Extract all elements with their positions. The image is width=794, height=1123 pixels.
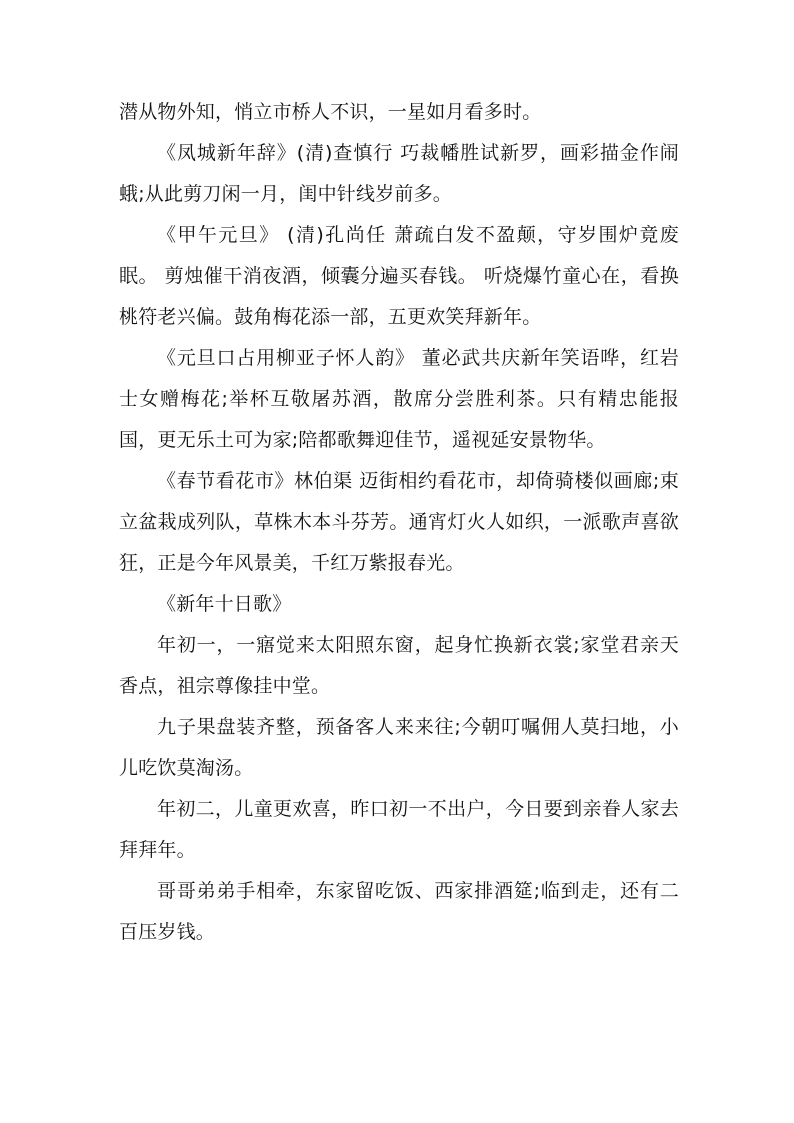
paragraph-brothers: 哥哥弟弟手相牵，东家留吃饭、西家排酒筵;临到走，还有二百压岁钱。 [119,880,679,943]
document-body [119,92,679,953]
paragraph-xinnian-shiri-title: 《新年十日歌》 [157,593,292,615]
paragraph-poem-ending: 潜从物外知，悄立市桥人不识，一星如月看多时。 [119,101,542,123]
paragraph-yuandan-kouzhan: 《元旦口占用柳亚子怀人韵》 董必武共庆新年笑语哗，红岩士女赠梅花;举杯互敬屠苏酒，散席分尝胜利茶。只有精忠能报国，更无乐土可为家;陪都歌舞迎佳节，遥视延安景物华。 [119,347,679,451]
paragraph-day-one: 年初一，一寤觉来太阳照东窗，起身忙换新衣裳;家堂君亲天香点，祖宗尊像挂中堂。 [119,634,679,697]
paragraph-day-two: 年初二，儿童更欢喜，昨口初一不出户，今日要到亲眷人家去拜拜年。 [119,798,679,861]
paragraph-fruit-plate: 九子果盘装齐整，预备客人来来往;今朝叮嘱佣人莫扫地，小儿吃饮莫淘汤。 [119,716,679,779]
paragraph-chunjie-huashi: 《春节看花市》林伯渠 迈街相约看花市，却倚骑楼似画廊;束立盆栽成列队，草株木本斗芬芳。通宵灯火人如织，一派歌声喜欲狂，正是今年风景美，千红万紫报春光。 [119,470,679,574]
paragraph-jiawu-yuandan: 《甲午元旦》 (清)孔尚任 萧疏白发不盈颠，守岁围炉竟废眠。 剪烛催干消夜酒，倾囊分遍买春钱。 听烧爆竹童心在，看换桃符老兴偏。鼓角梅花添一部，五更欢笑拜新年。 [119,224,679,328]
paragraph-fengcheng-xinnian: 《凤城新年辞》(清)查慎行 巧裁幡胜试新罗，画彩描金作闹蛾;从此剪刀闲一月，闺中针线岁前多。 [119,142,679,205]
